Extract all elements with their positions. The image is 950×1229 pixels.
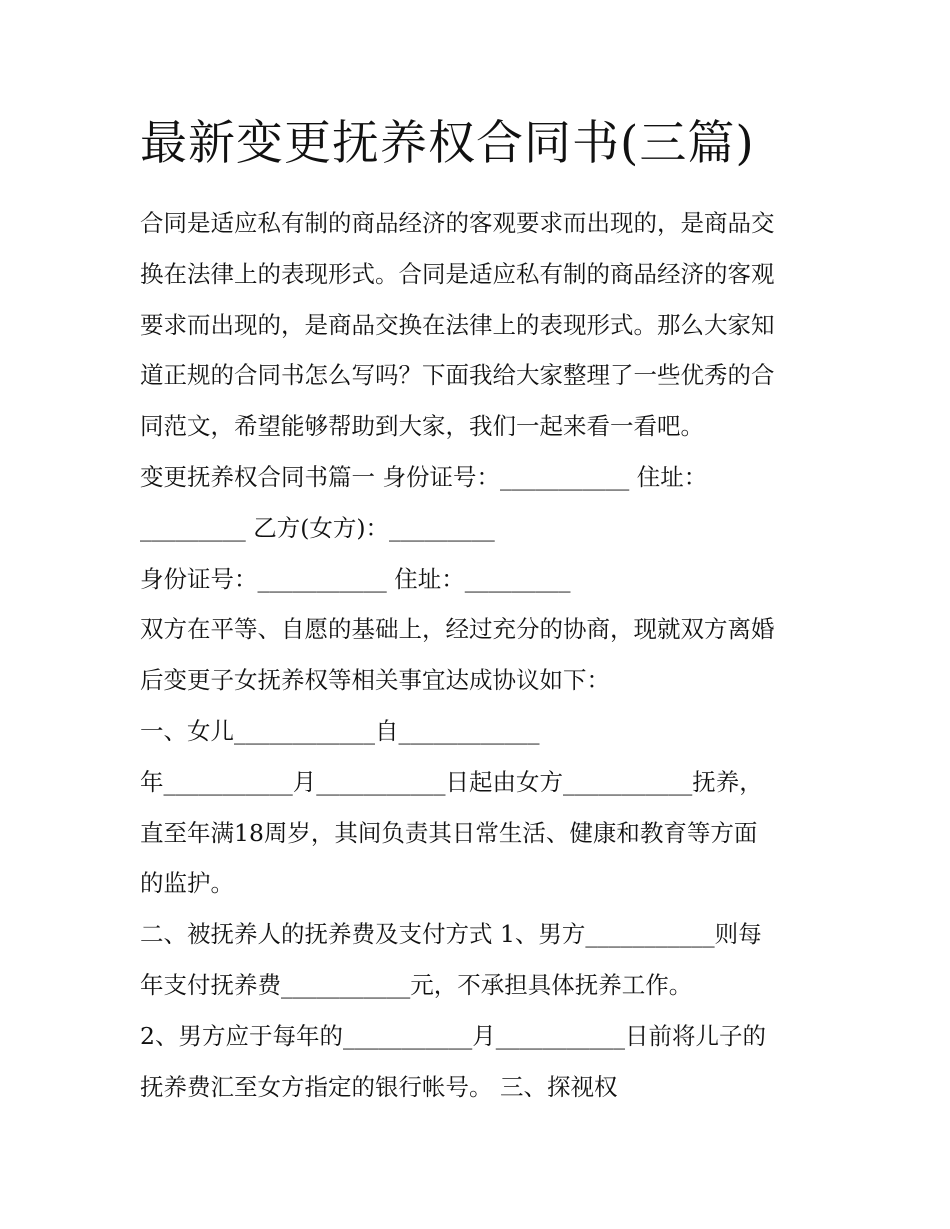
body-line: 要求而出现的，是商品交换在法律上的表现形式。那么大家知 xyxy=(140,311,775,339)
body-line: 抚养费汇至女方指定的银行帐号。 三、探视权 xyxy=(140,1073,618,1101)
document-title: 最新变更抚养权合同书(三篇) xyxy=(140,116,755,171)
body-line: 同范文，希望能够帮助到大家，我们一起来看一看吧。 xyxy=(140,412,704,440)
body-line: 变更抚养权合同书篇一 身份证号：___________ 住址： xyxy=(140,463,708,491)
body-line: 年支付抚养费___________元，不承担具体抚养工作。 xyxy=(140,971,693,999)
body-line: 身份证号：___________ 住址：_________ xyxy=(140,565,571,593)
body-line: 直至年满18周岁，其间负责其日常生活、健康和教育等方面 xyxy=(140,819,758,847)
body-line: 二、被抚养人的抚养费及支付方式 1、男方___________则每 xyxy=(140,920,762,948)
body-line: 后变更子女抚养权等相关事宜达成协议如下： xyxy=(140,666,610,694)
body-line: 年___________月___________日起由女方___________抚养， xyxy=(140,768,763,796)
body-line: 双方在平等、自愿的基础上，经过充分的协商，现就双方离婚 xyxy=(140,615,775,643)
body-line: 2、男方应于每年的___________月___________日前将儿子的 xyxy=(140,1022,766,1050)
body-line: 一、女儿____________自____________ xyxy=(140,717,540,745)
body-line: 合同是适应私有制的商品经济的客观要求而出现的，是商品交 xyxy=(140,209,775,237)
body-line: 道正规的合同书怎么写吗？下面我给大家整理了一些优秀的合 xyxy=(140,361,775,389)
body-line: 换在法律上的表现形式。合同是适应私有制的商品经济的客观 xyxy=(140,260,775,288)
body-line: _________ 乙方(女方)：_________ xyxy=(140,514,495,542)
body-line: 的监护。 xyxy=(140,869,234,897)
